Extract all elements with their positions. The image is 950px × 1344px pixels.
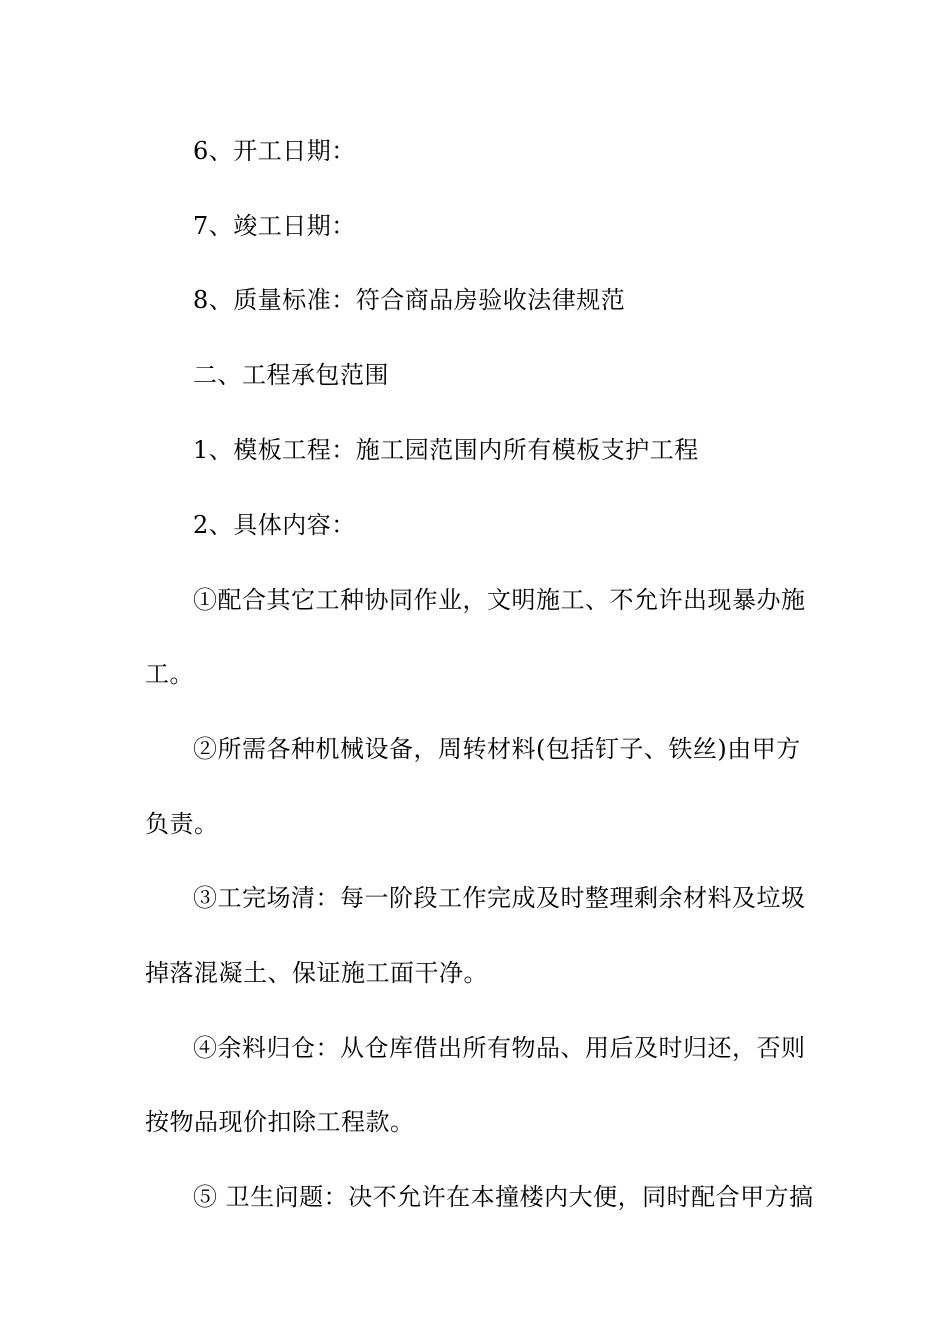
item-3-line-1: ③工完场清：每一阶段工作完成及时整理剩余材料及垃圾 [193,884,806,912]
item-1-line-1: ①配合其它工种协同作业，文明施工、不允许出现暴办施 [193,586,806,614]
item-5-line-1: ⑤ 卫生问题：决不允许在本撞楼内大便，同时配合甲方搞 [193,1183,814,1211]
start-date-line: 6、开工日期： [193,137,356,165]
completion-date-line: 7、竣工日期： [193,212,356,240]
section-heading-scope: 二、工程承包范围 [193,361,389,389]
item-4-line-1: ④余料归仓：从仓库借出所有物品、用后及时归还，否则 [193,1034,806,1062]
item-4-line-2: 按物品现价扣除工程款。 [145,1108,415,1136]
item-2-line-1: ②所需各种机械设备，周转材料(包括钉子、铁丝)由甲方 [193,735,801,763]
item-2-line-2: 负责。 [145,810,219,838]
quality-standard-line: 8、质量标准：符合商品房验收法律规范 [193,286,626,314]
item-3-line-2: 掉落混凝土、保证施工面干净。 [145,959,488,987]
item-1-line-2: 工。 [145,660,194,688]
specific-content-line: 2、具体内容： [193,511,356,539]
formwork-line: 1、模板工程：施工园范围内所有模板支护工程 [193,436,699,464]
